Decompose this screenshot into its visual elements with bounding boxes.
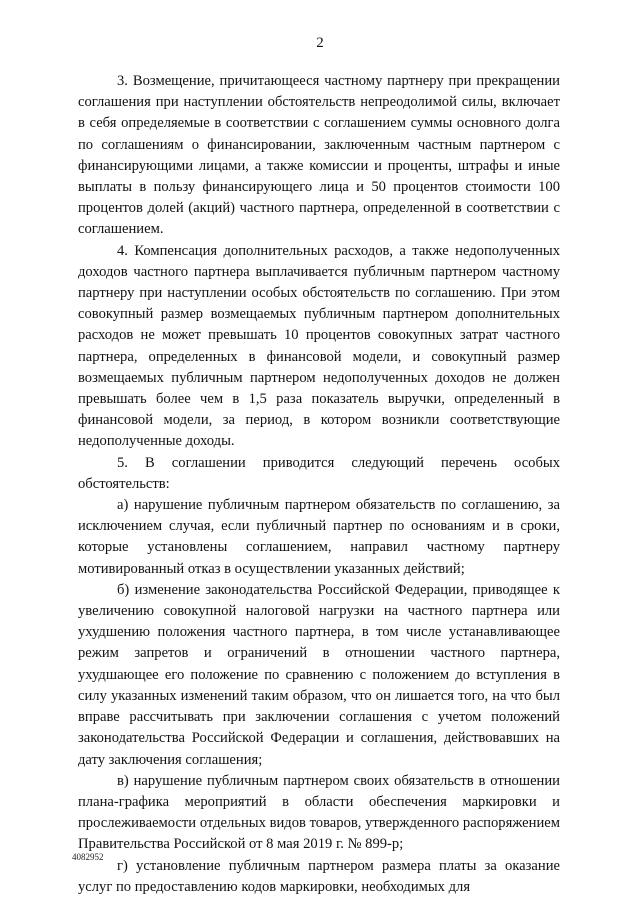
list-item-b: б) изменение законодательства Российской Федерации, приводящее к увеличению совокупной налоговой нагрузки на частного партнера или ухудшению положения частного партнера, в том числе устанавливающее режим запретов и ограничений в отношении частного партнера, ухудшающее его положение по сравнению с положением до вступления в силу указанных изменений таким образом, что он лишается того, на что был вправе рассчитывать при заключении соглашения с учетом положений законодательства Российской Федерации и соглашения, действовавших на дату заключения соглашения; bbox=[78, 581, 560, 768]
paragraph-4-additional-expenses: 4. Компенсация дополнительных расходов, а также недополученных доходов частного партнера выплачивается публичным партнером частному партнеру при наступлении особых обстоятельств по соглашению. При этом совокупный размер возмещаемых публичным партнером дополнительных расходов не может превышать 10 процентов совокупных затрат частного партнера, определенных в финансовой модели, и совокупный размер возмещаемых публичным партнером недополученных доходов не должен превышать более чем в 1,5 раза показатель выручки, определенный в финансовой модели, за период, в котором возникли соответствующие недополученные доходы. bbox=[78, 242, 560, 450]
document-code: 4082952 bbox=[72, 852, 104, 862]
paragraph-5-special-circumstances: 5. В соглашении приводится следующий перечень особых обстоятельств: bbox=[78, 454, 560, 492]
document-body bbox=[78, 71, 560, 898]
list-item-g: г) установление публичным партнером размера платы за оказание услуг по предоставлению кодов маркировки, необходимых для bbox=[78, 857, 560, 895]
list-item-a: а) нарушение публичным партнером обязательств по соглашению, за исключением случая, если публичный партнер по основаниям и в сроки, которые установлены соглашением, направил частному партнеру мотивированный отказ в осуществлении указанных действий; bbox=[78, 497, 560, 577]
page-number: 2 bbox=[316, 35, 324, 51]
paragraph-3-compensation-force-majeure: 3. Возмещение, причитающееся частному партнеру при прекращении соглашения при наступлении обстоятельств непреодолимой силы, включает в себя определяемые в соответствии с соглашением суммы основного долга по соглашениям о финансировании, заключенным частным партнером с финансирующими лицами, а также комиссии и проценты, штрафы и иные выплаты в пользу финансирующего лица и 50 процентов стоимости 100 процентов долей (акций) частного партнера, определенной в соответствии с соглашением. bbox=[78, 73, 560, 238]
list-item-v: в) нарушение публичным партнером своих обязательств в отношении плана-графика мероприятий в области обеспечения маркировки и прослеживаемости отдельных видов товаров, утвержденного распоряжением Правительства Российской от 8 мая 2019 г. № 899-р; bbox=[78, 772, 560, 853]
